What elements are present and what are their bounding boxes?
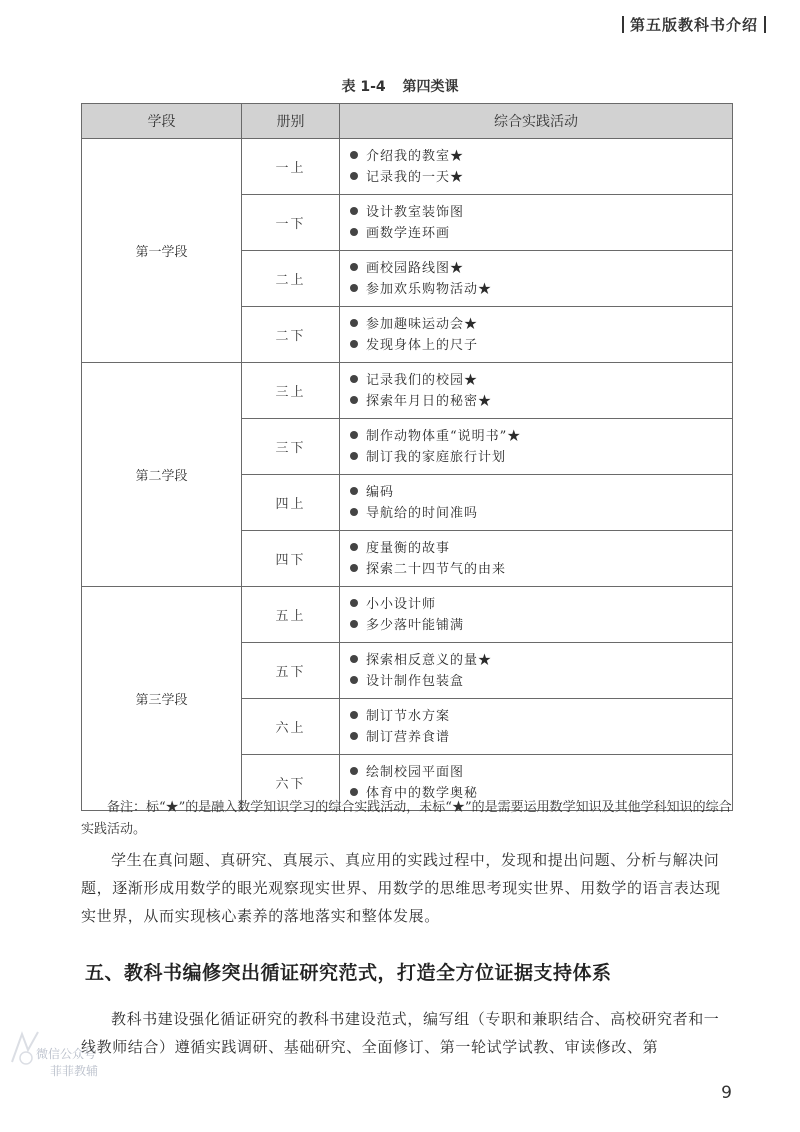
volume-cell: 一上	[242, 139, 340, 195]
activity-item	[350, 671, 732, 692]
activities-cell	[340, 195, 733, 251]
table-row	[82, 363, 733, 419]
bullet-icon	[350, 599, 358, 607]
volume-cell: 二下	[242, 307, 340, 363]
activity-text: 参加欢乐购物活动★	[366, 281, 493, 297]
bullet-icon	[350, 431, 358, 439]
activities-cell	[340, 475, 733, 531]
paragraph-evidence: 教科书建设强化循证研究的教科书建设范式，编写组（专职和兼职结合、高校研究者和一线教师结合）遵循实践调研、基础研究、全面修订、第一轮试学试教、审读修改、第	[81, 1010, 720, 1056]
bullet-icon	[350, 452, 358, 460]
bullet-icon	[350, 396, 358, 404]
table-body	[82, 139, 733, 811]
activity-text: 介绍我的教室★	[366, 148, 465, 164]
activity-text: 参加趣味运动会★	[366, 316, 479, 332]
bullet-icon	[350, 172, 358, 180]
activity-item	[350, 258, 732, 279]
activity-item	[350, 559, 732, 580]
activity-item	[350, 167, 732, 188]
activity-item	[350, 706, 732, 727]
volume-cell: 五上	[242, 587, 340, 643]
activities-cell	[340, 643, 733, 699]
activity-table	[81, 103, 733, 811]
activity-text: 制作动物体重“说明书”★	[366, 428, 522, 444]
activity-item	[350, 146, 732, 167]
table-caption-number: 表 1-4	[341, 79, 386, 95]
bullet-icon	[350, 732, 358, 740]
activity-text: 发现身体上的尺子	[366, 337, 479, 353]
activity-item	[350, 538, 732, 559]
running-head-title: 第五版教科书介绍	[629, 16, 758, 34]
volume-cell: 六上	[242, 699, 340, 755]
activity-item	[350, 223, 732, 244]
activity-item	[350, 391, 732, 412]
volume-cell: 六下	[242, 755, 340, 811]
activity-text: 多少落叶能铺满	[366, 617, 465, 633]
table-caption-title: 第四类课	[402, 79, 459, 95]
activity-item	[350, 594, 732, 615]
bullet-icon	[350, 228, 358, 236]
activity-item	[350, 650, 732, 671]
bullet-icon	[350, 676, 358, 684]
bullet-icon	[350, 655, 358, 663]
volume-cell: 二上	[242, 251, 340, 307]
activity-text: 记录我们的校园★	[366, 372, 479, 388]
activity-item	[350, 482, 732, 503]
activity-item	[350, 762, 732, 783]
activity-item	[350, 615, 732, 636]
activity-text: 画数学连环画	[366, 225, 451, 241]
bullet-icon	[350, 487, 358, 495]
table-note: 备注：标“★”的是融入数学知识学习的综合实践活动，未标“★”的是需要运用数学知识及其他学科知识的综合实践活动。	[81, 800, 732, 837]
activity-item	[350, 447, 732, 468]
activity-item	[350, 370, 732, 391]
table-row	[82, 587, 733, 643]
activity-text: 探索二十四节气的由来	[366, 561, 507, 577]
activity-text: 小小设计师	[366, 596, 437, 612]
watermark-line2: 菲菲教辅	[50, 1064, 99, 1078]
activities-cell	[340, 307, 733, 363]
bullet-icon	[350, 263, 358, 271]
activity-text: 画校园路线图★	[366, 260, 465, 276]
bullet-icon	[350, 375, 358, 383]
bullet-icon	[350, 207, 358, 215]
activities-cell	[340, 363, 733, 419]
activities-cell	[340, 419, 733, 475]
activity-text: 度量衡的故事	[366, 540, 451, 556]
activities-cell	[340, 587, 733, 643]
header-activities: 综合实践活动	[340, 104, 733, 139]
activity-text: 探索年月日的秘密★	[366, 393, 493, 409]
activity-text: 导航给的时间准吗	[366, 505, 479, 521]
bullet-icon	[350, 767, 358, 775]
header-stage: 学段	[82, 104, 242, 139]
activity-item	[350, 727, 732, 748]
head-divider	[764, 16, 766, 33]
activities-cell	[340, 531, 733, 587]
bullet-icon	[350, 151, 358, 159]
paragraph-practice: 学生在真问题、真研究、真展示、真应用的实践过程中，发现和提出问题、分析与解决问题，逐渐形成用数学的眼光观察现实世界、用数学的思维思考现实世界、用数学的语言表达现实世界，从而实现核心素养的落地落实和整体发展。	[81, 851, 721, 925]
volume-cell: 三上	[242, 363, 340, 419]
activity-text: 设计教室装饰图	[366, 204, 465, 220]
stage-cell: 第二学段	[82, 363, 242, 587]
activity-item	[350, 202, 732, 223]
stage-cell: 第三学段	[82, 587, 242, 811]
bullet-icon	[350, 319, 358, 327]
head-divider	[622, 16, 624, 33]
bullet-icon	[350, 620, 358, 628]
page-number: 9	[721, 1083, 732, 1103]
header-volume: 册别	[242, 104, 340, 139]
volume-cell: 五下	[242, 643, 340, 699]
stage-cell: 第一学段	[82, 139, 242, 363]
activity-text: 体育中的数学奥秘	[366, 785, 479, 801]
activities-cell	[340, 251, 733, 307]
activity-item	[350, 503, 732, 524]
volume-cell: 四下	[242, 531, 340, 587]
bullet-icon	[350, 788, 358, 796]
bullet-icon	[350, 564, 358, 572]
activity-text: 设计制作包装盒	[366, 673, 465, 689]
activity-text: 制订营养食谱	[366, 729, 451, 745]
running-head	[616, 14, 772, 35]
activity-item	[350, 279, 732, 300]
table-caption	[0, 76, 800, 96]
activity-text: 编码	[366, 484, 395, 500]
activities-cell	[340, 699, 733, 755]
bullet-icon	[350, 284, 358, 292]
table-header-row	[82, 104, 733, 139]
activity-text: 探索相反意义的量★	[366, 652, 493, 668]
volume-cell: 三下	[242, 419, 340, 475]
activity-item	[350, 426, 732, 447]
watermark	[36, 1046, 98, 1080]
bullet-icon	[350, 543, 358, 551]
watermark-line1: 微信公众号	[36, 1047, 97, 1061]
activity-text: 制订我的家庭旅行计划	[366, 449, 507, 465]
activity-text: 记录我的一天★	[366, 169, 465, 185]
volume-cell: 一下	[242, 195, 340, 251]
activities-cell	[340, 139, 733, 195]
activity-text: 制订节水方案	[366, 708, 451, 724]
section-heading: 五、教科书编修突出循证研究范式，打造全方位证据支持体系	[85, 962, 612, 984]
activity-item	[350, 335, 732, 356]
volume-cell: 四上	[242, 475, 340, 531]
table-row	[82, 139, 733, 195]
bullet-icon	[350, 711, 358, 719]
bullet-icon	[350, 508, 358, 516]
activity-text: 绘制校园平面图	[366, 764, 465, 780]
bullet-icon	[350, 340, 358, 348]
activity-item	[350, 314, 732, 335]
